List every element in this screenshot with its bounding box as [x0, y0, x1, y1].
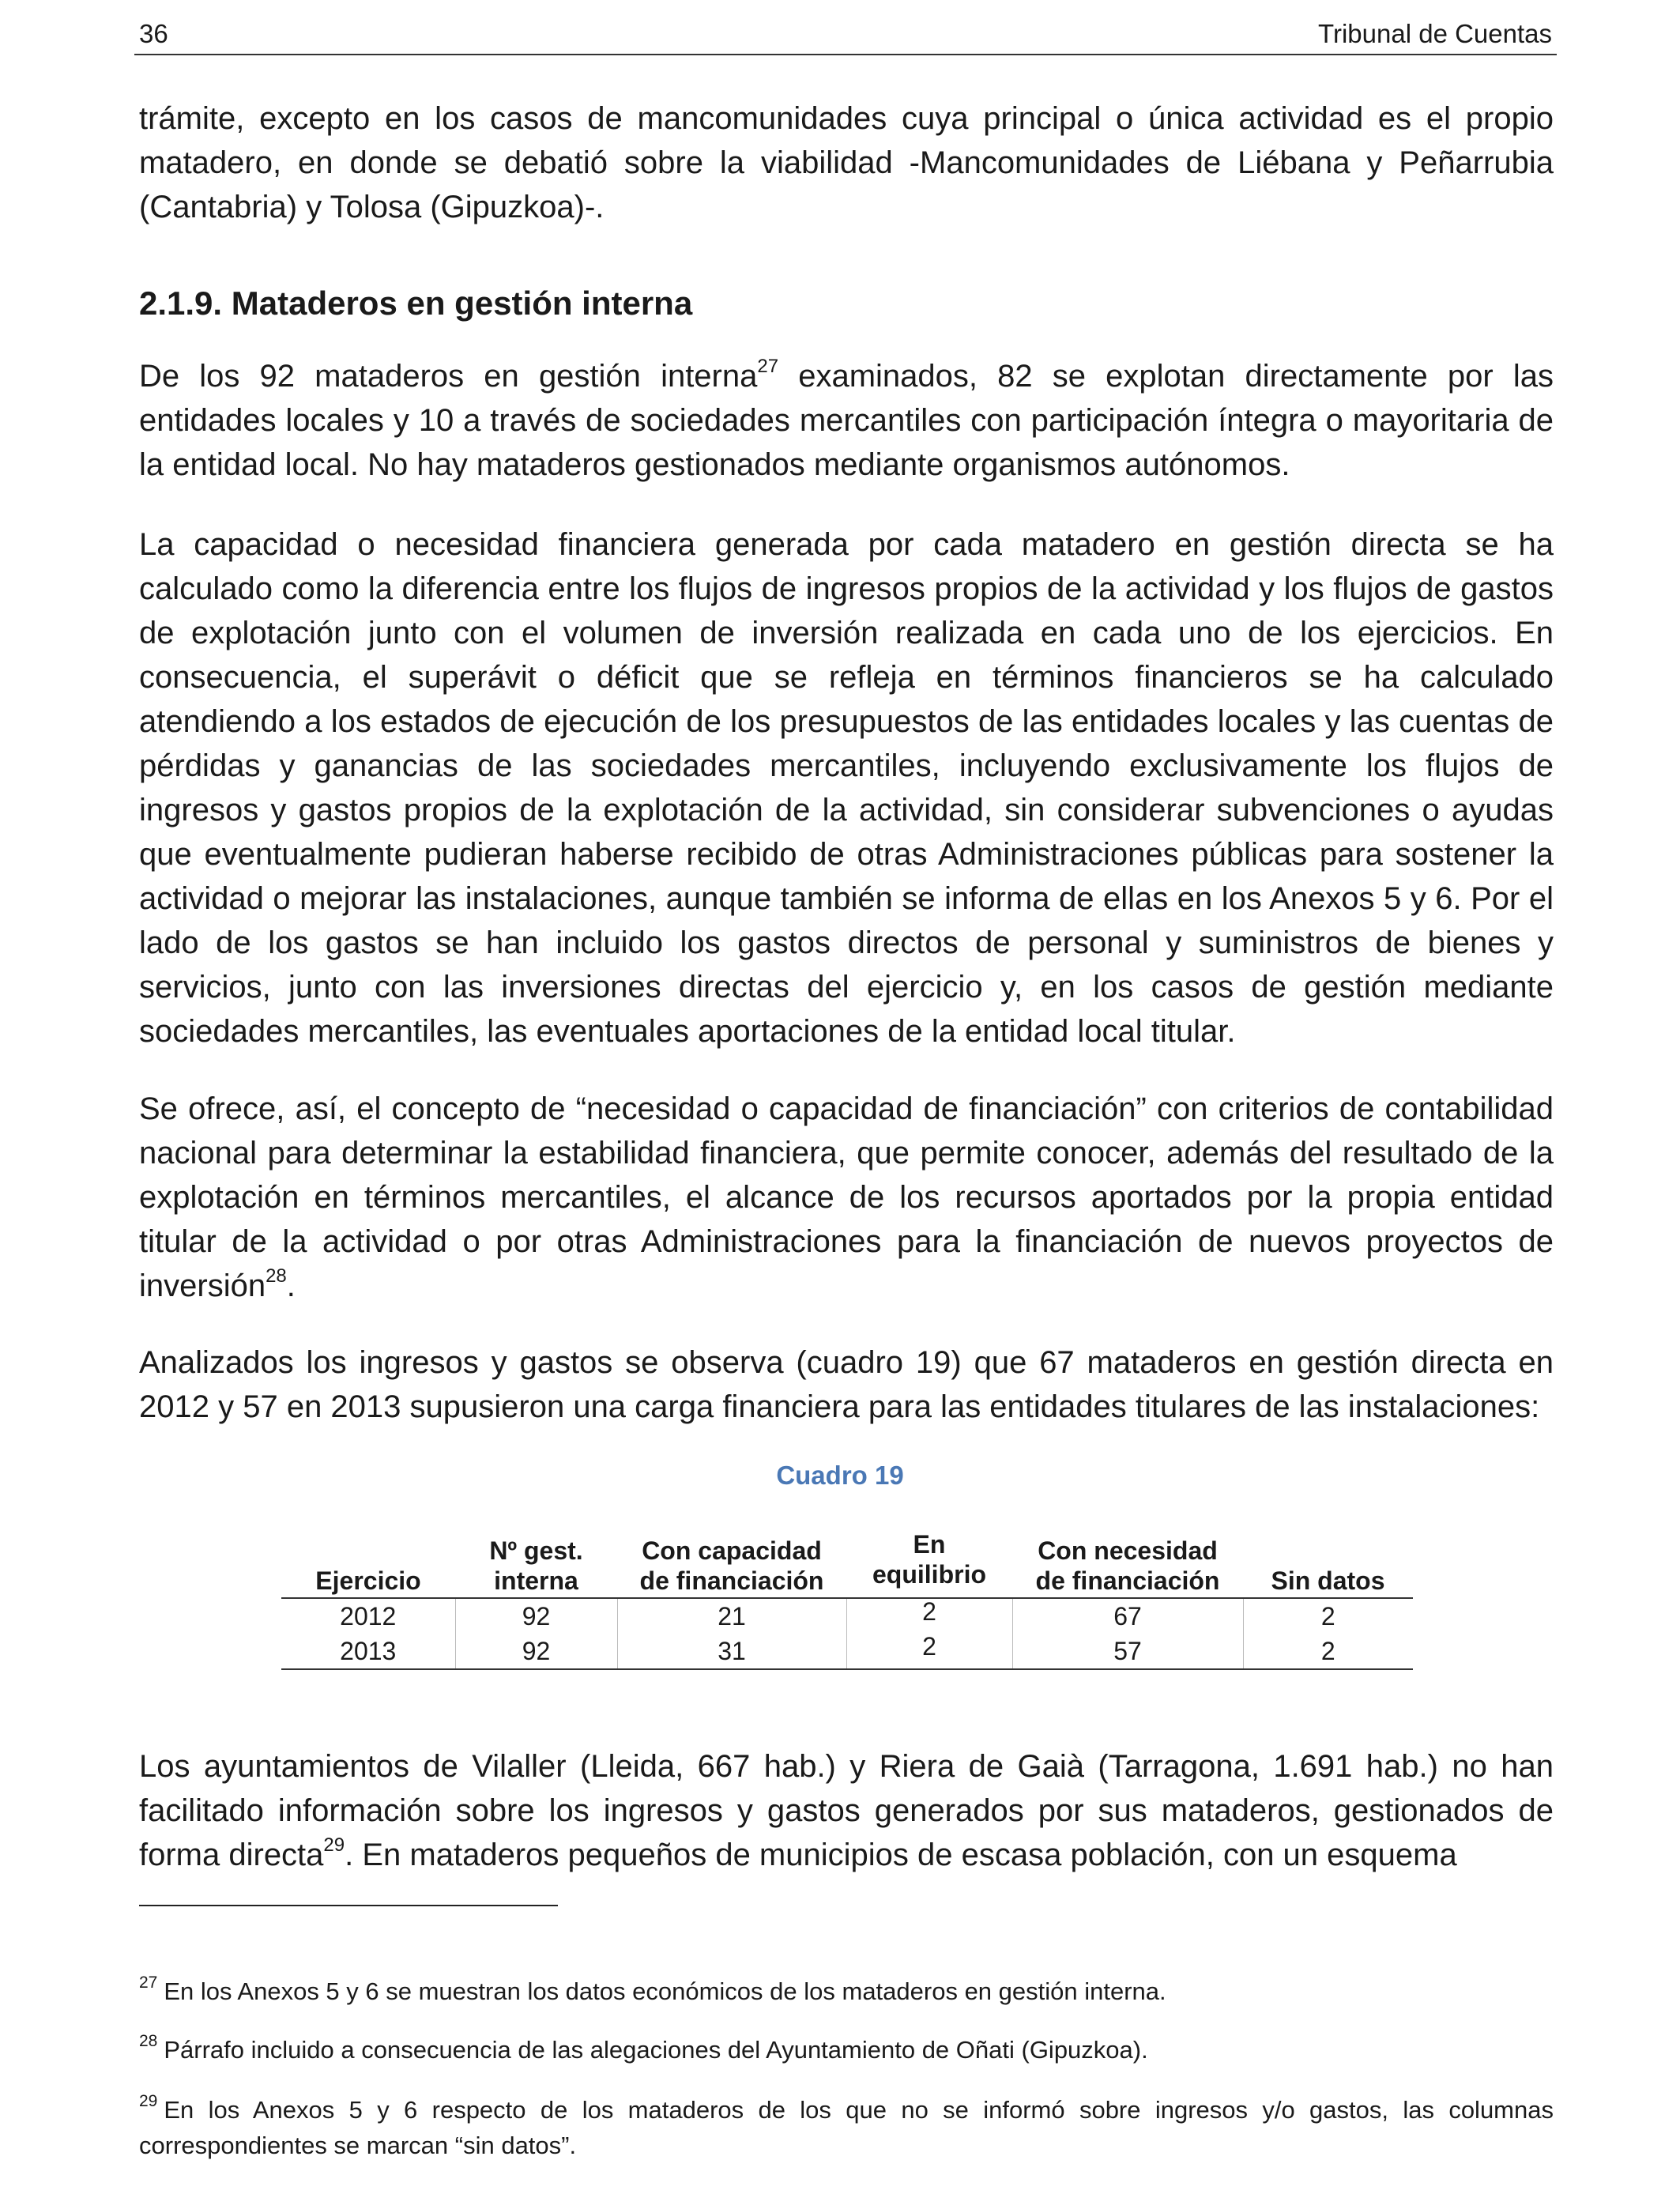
footnote-ref-28: 28 — [266, 1265, 287, 1287]
section-heading: 2.1.9. Mataderos en gestión interna — [139, 285, 693, 322]
paragraph-concept-text-b: . — [286, 1269, 296, 1303]
footnote-separator — [139, 1905, 558, 1906]
cell-en-equilibrio: 2 — [846, 1634, 1012, 1669]
cell-con-capacidad: 31 — [617, 1634, 846, 1669]
header-title: Tribunal de Cuentas — [1318, 19, 1552, 48]
cell-con-capacidad: 21 — [617, 1598, 846, 1634]
data-table — [281, 1529, 1413, 1670]
footnote-29 — [139, 2092, 1554, 2163]
cell-sin-datos: 2 — [1243, 1634, 1413, 1669]
cell-ejercicio: 2013 — [281, 1634, 455, 1669]
table-header-row — [281, 1529, 1413, 1598]
cell-sin-datos: 2 — [1243, 1598, 1413, 1634]
cell-con-necesidad: 67 — [1012, 1598, 1243, 1634]
paragraph-intro — [139, 354, 1554, 487]
footnote-text: Párrafo incluido a consecuencia de las alegaciones del Ayuntamiento de Oñati (Gipuzkoa). — [164, 2036, 1148, 2064]
footnote-28 — [139, 2032, 1554, 2068]
paragraph-ayuntamientos — [139, 1744, 1554, 1877]
footnote-number: 27 — [139, 1973, 158, 1992]
paragraph-ayunt-text-b: . En mataderos pequeños de municipios de escasa población, con un esquema — [345, 1838, 1457, 1872]
col-header-n-gest: Nº gest. interna — [455, 1529, 617, 1598]
cell-en-equilibrio: 2 — [846, 1598, 1012, 1634]
cell-ejercicio: 2012 — [340, 1602, 397, 1630]
table-row — [281, 1634, 1413, 1669]
col-header-con-capacidad: Con capacidad de financiación — [617, 1529, 846, 1598]
footnote-27 — [139, 1973, 1554, 2009]
col-header-en-equilibrio: En equilibrio — [846, 1529, 1012, 1598]
paragraph-continuation: trámite, excepto en los casos de mancomunidades cuya principal o única actividad es el propio matadero, en donde se debatió sobre la viabilidad -Mancomunidades de Liébana y Peñarrubia (Cantabria) y Tolosa (Gipuzkoa)-. — [139, 101, 1554, 224]
table-title: Cuadro 19 — [776, 1461, 904, 1490]
footnote-ref-29: 29 — [323, 1834, 345, 1856]
paragraph-ayunt-text-a: Los ayuntamientos de Vilaller (Lleida, 667 hab.) y Riera de Gaià (Tarragona, 1.691 hab.) no han facilitado información sobre los ingresos y gastos generados por sus mataderos, gestionados de forma directa — [139, 1749, 1554, 1872]
cell-n-gest: 92 — [455, 1634, 617, 1669]
paragraph-concept — [139, 1087, 1554, 1308]
page-header — [134, 14, 1557, 55]
paragraph-concept-text-a: Se ofrece, así, el concepto de “necesidad o capacidad de financiación” con criterios de contabilidad nacional para determinar la estabilidad financiera, que permite conocer, además del resultado de la explotación en términos mercantiles, el alcance de los recursos aportados por la propia entidad titular de la actividad o por otras Administraciones para la financiación de nuevos proyectos de inversión — [139, 1091, 1554, 1303]
page-number: 36 — [139, 19, 168, 48]
footnote-text: En los Anexos 5 y 6 respecto de los mataderos de los que no se informó sobre ingresos y/o gastos, las columnas correspondientes se marcan “sin datos”. — [139, 2096, 1554, 2159]
paragraph-intro-text-a: De los 92 mataderos en gestión interna — [139, 359, 758, 394]
cell-con-necesidad: 57 — [1012, 1634, 1243, 1669]
cell-n-gest: 92 — [455, 1598, 617, 1634]
footnote-number: 29 — [139, 2091, 158, 2110]
paragraph-analysis: Analizados los ingresos y gastos se observa (cuadro 19) que 67 mataderos en gestión directa en 2012 y 57 en 2013 supusieron una carga financiera para las entidades titulares de las instalaciones: — [139, 1345, 1554, 1424]
footnote-text: En los Anexos 5 y 6 se muestran los datos económicos de los mataderos en gestión interna. — [164, 1977, 1166, 2005]
col-header-con-necesidad: Con necesidad de financiación — [1012, 1529, 1243, 1598]
paragraph-intro-text-b: examinados, 82 se explotan directamente por las entidades locales y 10 a través de sociedades mercantiles con participación íntegra o mayoritaria de la entidad local. No hay mataderos gestionados mediante organismos autónomos. — [139, 359, 1554, 482]
col-header-sin-datos: Sin datos — [1243, 1529, 1413, 1598]
footnote-number: 28 — [139, 2031, 158, 2050]
col-header-ejercicio: Ejercicio — [281, 1529, 455, 1598]
table-row — [281, 1598, 1413, 1634]
paragraph-capacity: La capacidad o necesidad financiera generada por cada matadero en gestión directa se ha calculado como la diferencia entre los flujos de ingresos propios de la actividad y los flujos de gastos de explotación junto con el volumen de inversión realizada en cada uno de los ejercicios. En consecuencia, el superávit o déficit que se refleja en términos financieros se ha calculado atendiendo a los estados de ejecución de los presupuestos de las entidades locales y las cuentas de pérdidas y ganancias de las sociedades mercantiles, incluyendo exclusivamente los flujos de ingresos y gastos propios de la explotación de la actividad, sin considerar subvenciones o ayudas que eventualmente pudieran haberse recibido de otras Administraciones públicas para sostener la actividad o mejorar las instalaciones, aunque también se informa de ellas en los Anexos 5 y 6. Por el lado de los gastos se han incluido los gastos directos de personal y suministros de bienes y servicios, junto con las inversiones directas del ejercicio y, en los casos de gestión mediante sociedades mercantiles, las eventuales aportaciones de la entidad local titular. — [139, 527, 1554, 1049]
footnote-ref-27: 27 — [757, 355, 779, 377]
